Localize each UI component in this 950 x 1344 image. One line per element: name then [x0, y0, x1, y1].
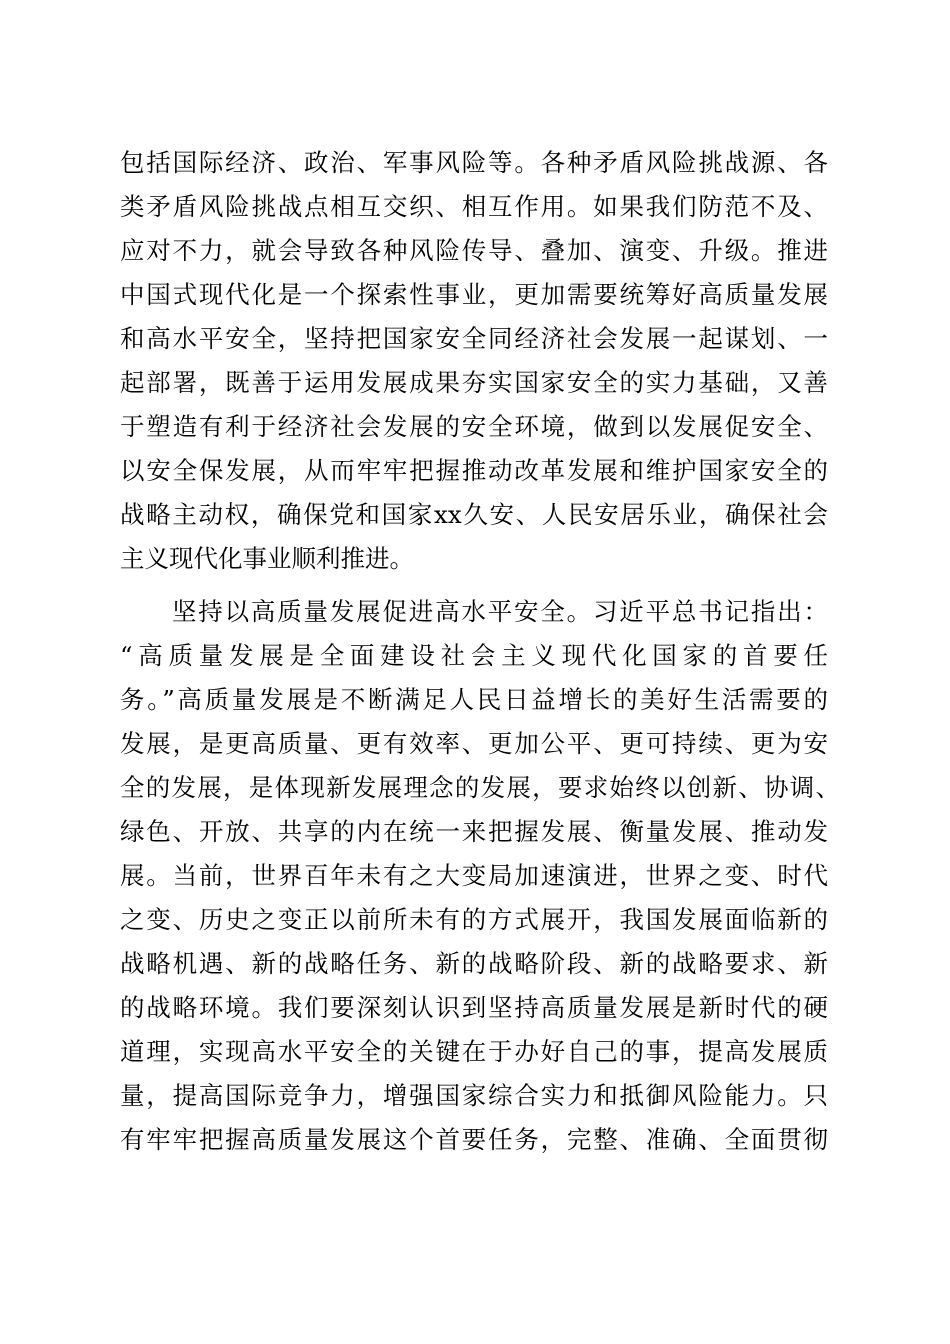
paragraph-2-line-13: 有牢牢把握高质量发展这个首要任务，完整、准确、全面贯彻	[120, 1125, 828, 1154]
paragraph-2-line-10: 的战略环境。我们要深刻认识到坚持高质量发展是新时代的硬	[120, 993, 828, 1022]
paragraph-2-line-7: 展。当前，世界百年未有之大变局加速演进，世界之变、时代	[120, 861, 828, 890]
paragraph-2-line-6: 绿色、开放、共享的内在统一来把握发展、衡量发展、推动发	[120, 817, 828, 846]
paragraph-1-line-7: 于塑造有利于经济社会发展的安全环境，做到以发展促安全、	[120, 412, 828, 441]
paragraph-1-line-8: 以安全保发展，从而牢牢把握推动改革发展和维护国家安全的	[120, 456, 828, 485]
paragraph-2-line-9: 战略机遇、新的战略任务、新的战略阶段、新的战略要求、新	[120, 949, 828, 978]
paragraph-2-line-4: 发展，是更高质量、更有效率、更加公平、更可持续、更为安	[120, 729, 828, 758]
paragraph-2-line-3: 务。”高质量发展是不断满足人民日益增长的美好生活需要的	[120, 685, 828, 714]
paragraph-1-line-1: 包括国际经济、政治、军事风险等。各种矛盾风险挑战源、各	[120, 148, 828, 177]
paragraph-2-line-2: “高质量发展是全面建设社会主义现代化国家的首要任	[120, 641, 828, 670]
paragraph-1-line-10: 主义现代化事业顺利推进。	[120, 544, 414, 573]
paragraph-2-line-1: 坚持以高质量发展促进高水平安全。习近平总书记指出：	[172, 597, 828, 626]
paragraph-1-line-5: 和高水平安全，坚持把国家安全同经济社会发展一起谋划、一	[120, 324, 828, 353]
paragraph-1-line-3: 应对不力，就会导致各种风险传导、叠加、演变、升级。推进	[120, 236, 828, 265]
paragraph-1-line-9: 战略主动权，确保党和国家xx久安、人民安居乐业，确保社会	[120, 500, 828, 529]
paragraph-1-line-4: 中国式现代化是一个探索性事业，更加需要统筹好高质量发展	[120, 280, 828, 309]
paragraph-2-line-12: 量，提高国际竞争力，增强国家综合实力和抵御风险能力。只	[120, 1081, 828, 1110]
paragraph-1-line-6: 起部署，既善于运用发展成果夯实国家安全的实力基础，又善	[120, 368, 828, 397]
paragraph-1-line-2: 类矛盾风险挑战点相互交织、相互作用。如果我们防范不及、	[120, 192, 828, 221]
paragraph-2-line-11: 道理，实现高水平安全的关键在于办好自己的事，提高发展质	[120, 1037, 828, 1066]
paragraph-2-line-5: 全的发展，是体现新发展理念的发展，要求始终以创新、协调、	[120, 773, 840, 802]
paragraph-2-line-8: 之变、历史之变正以前所未有的方式展开，我国发展面临新的	[120, 905, 828, 934]
